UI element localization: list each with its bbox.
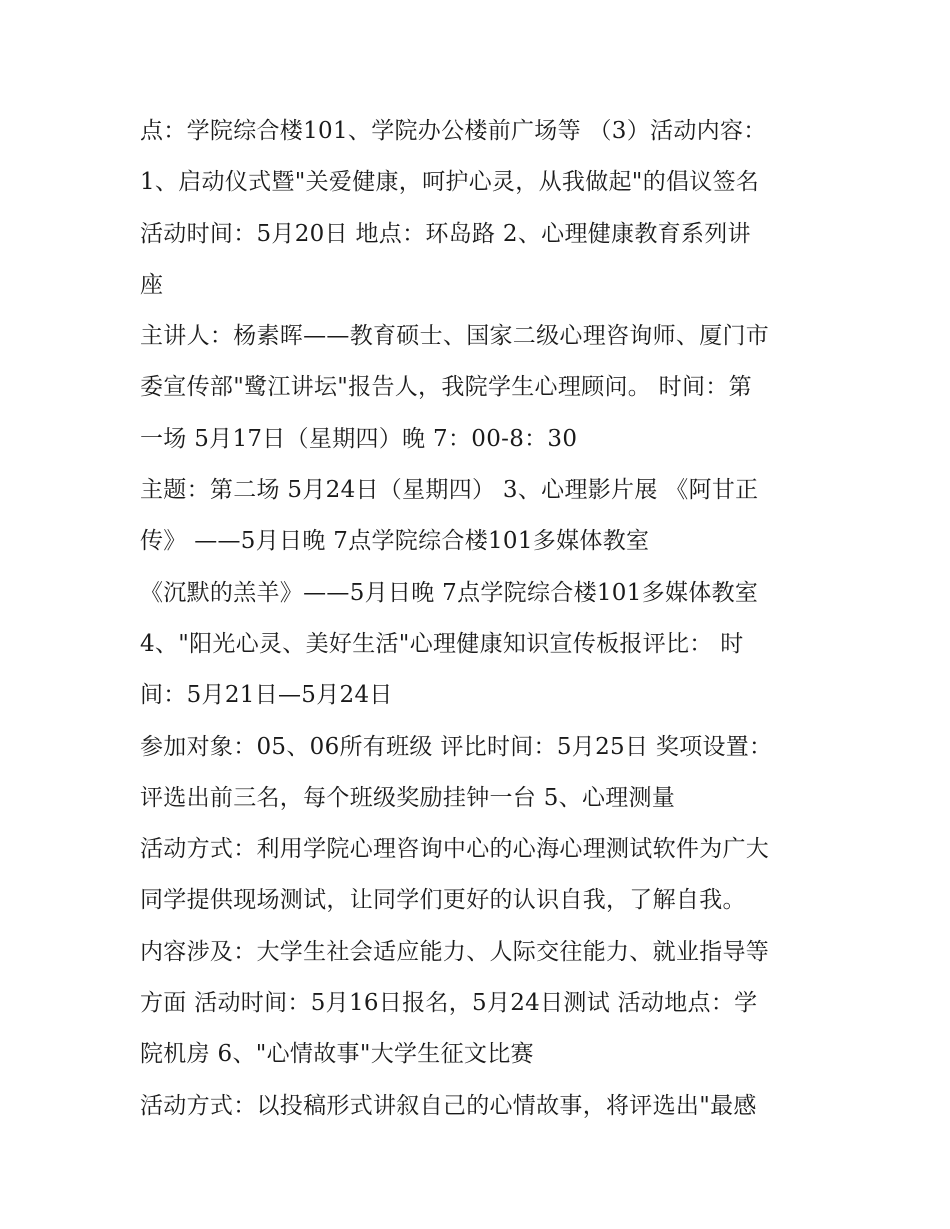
text-line: 活动时间：5月20日 地点：环岛路 2、心理健康教育系列讲	[140, 220, 751, 247]
text-line: 间：5月21日—5月24日	[140, 682, 393, 709]
text-line: 内容涉及：大学生社会适应能力、人际交往能力、就业指导等	[140, 938, 770, 965]
text-line: 院机房 6、"心情故事"大学生征文比赛	[140, 1041, 534, 1068]
text-line: 主题：第二场 5月24日（星期四） 3、心理影片展 《阿甘正	[140, 477, 759, 504]
text-line: 同学提供现场测试，让同学们更好的认识自我，了解自我。	[140, 887, 746, 914]
text-line: 一场 5月17日（星期四）晚 7：00-8：30	[140, 425, 578, 452]
body-text	[140, 106, 830, 1132]
text-line: 传》 ——5月日晚 7点学院综合楼101多媒体教室	[140, 528, 650, 555]
text-line: 委宣传部"鹭江讲坛"报告人，我院学生心理顾问。 时间：第	[140, 374, 752, 401]
text-line: 点：学院综合楼101、学院办公楼前广场等 （3）活动内容：	[140, 118, 767, 144]
text-line: 主讲人：杨素晖——教育硕士、国家二级心理咨询师、厦门市	[140, 323, 770, 350]
text-line: 活动方式：以投稿形式讲叙自己的心情故事，将评选出"最感	[140, 1092, 757, 1119]
text-line: 方面 活动时间：5月16日报名，5月24日测试 活动地点：学	[140, 990, 758, 1017]
text-line: 活动方式：利用学院心理咨询中心的心海心理测试软件为广大	[140, 836, 770, 863]
text-line: 1、启动仪式暨"关爱健康，呵护心灵，从我做起"的倡议签名	[140, 169, 760, 196]
text-line: 4、"阳光心灵、美好生活"心理健康知识宣传板报评比： 时	[140, 630, 744, 657]
text-line: 评选出前三名，每个班级奖励挂钟一台 5、心理测量	[140, 784, 676, 811]
text-line: 座	[140, 271, 164, 298]
text-line: 《沉默的羔羊》——5月日晚 7点学院综合楼101多媒体教室	[140, 579, 759, 606]
text-line: 参加对象：05、06所有班级 评比时间：5月25日 奖项设置：	[140, 733, 773, 760]
